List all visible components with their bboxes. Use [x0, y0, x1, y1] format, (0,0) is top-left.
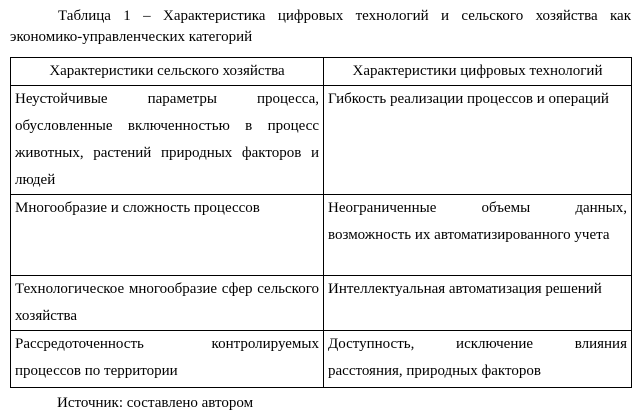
table-row: [11, 331, 632, 388]
source-note: Источник: составлено автором: [57, 395, 254, 411]
table-row: [11, 276, 632, 331]
column-header-agriculture: Характеристики сельского хозяйства: [11, 58, 324, 86]
table-cell: Рассредоточенность контролируемых процессов по территории: [11, 331, 324, 388]
table-caption-line-1: Таблица 1 – Характеристика цифровых технологий и сельского хозяйства как: [58, 8, 631, 24]
table-row: [11, 195, 632, 276]
table-cell: Многообразие и сложность процессов: [11, 195, 324, 276]
table-header-row: [11, 58, 632, 86]
table-caption: [10, 6, 631, 48]
table-cell: Доступность, исключение влияния расстояния, природных факторов: [324, 331, 632, 388]
table-cell: Интеллектуальная автоматизация решений: [324, 276, 632, 331]
column-header-digital-tech: Характеристики цифровых технологий: [324, 58, 632, 86]
table-cell: Гибкость реализации процессов и операций: [324, 86, 632, 195]
table-cell: Неустойчивые параметры процесса, обусловленные включенностью в процесс животных, растений природных факторов и людей: [11, 86, 324, 195]
characteristics-table: [10, 57, 632, 388]
table-caption-line-2: экономико-управленческих категорий: [10, 29, 253, 45]
table-cell: Неограниченные объемы данных, возможность их автоматизированного учета: [324, 195, 632, 276]
table-cell: Технологическое многообразие сфер сельского хозяйства: [11, 276, 324, 331]
table-row: [11, 86, 632, 195]
